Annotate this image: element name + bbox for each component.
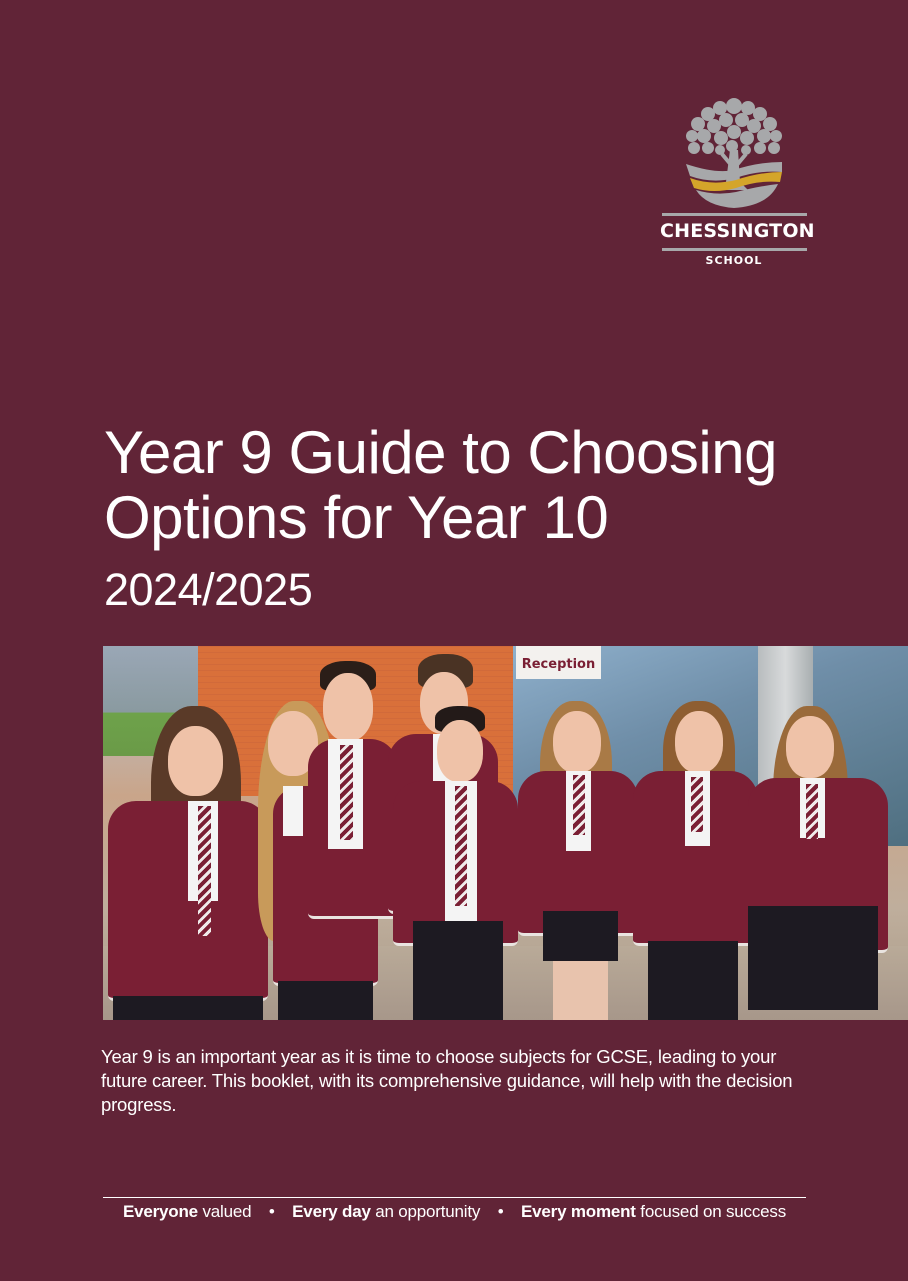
page-title	[104, 420, 864, 550]
bullet-separator: •	[497, 1202, 504, 1221]
motto-item: Every moment focused on success	[521, 1202, 787, 1221]
title-line-2: Options for Year 10	[104, 484, 609, 551]
student-figure	[308, 661, 398, 1020]
title-line-1: Year 9 Guide to Choosing	[104, 419, 777, 486]
logo-rule-bottom	[662, 248, 807, 251]
reception-sign: Reception	[516, 646, 601, 679]
motto-item: Every day an opportunity	[292, 1202, 481, 1221]
student-figure	[103, 706, 268, 1020]
student-figure	[518, 701, 638, 1020]
school-motto	[103, 1201, 806, 1223]
footer-divider	[103, 1197, 806, 1198]
motto-item: Everyone valued	[122, 1202, 252, 1221]
student-figure	[393, 706, 518, 1020]
oak-tree-icon	[676, 92, 792, 208]
bullet-separator: •	[268, 1202, 275, 1221]
school-name: CHESSINGTON	[660, 220, 815, 242]
intro-paragraph: Year 9 is an important year as it is time to choose subjects for GCSE, leading to your future career. This booklet, with its comprehensive guidance, will help with the decision progress.	[101, 1046, 793, 1115]
school-subtitle: SCHOOL	[705, 254, 763, 267]
academic-year: 2024/2025	[104, 564, 313, 615]
logo-rule-top	[662, 213, 807, 216]
student-figure	[748, 706, 893, 1020]
student-figure	[633, 701, 758, 1020]
students-photo	[103, 646, 908, 1020]
school-logo	[660, 92, 815, 272]
